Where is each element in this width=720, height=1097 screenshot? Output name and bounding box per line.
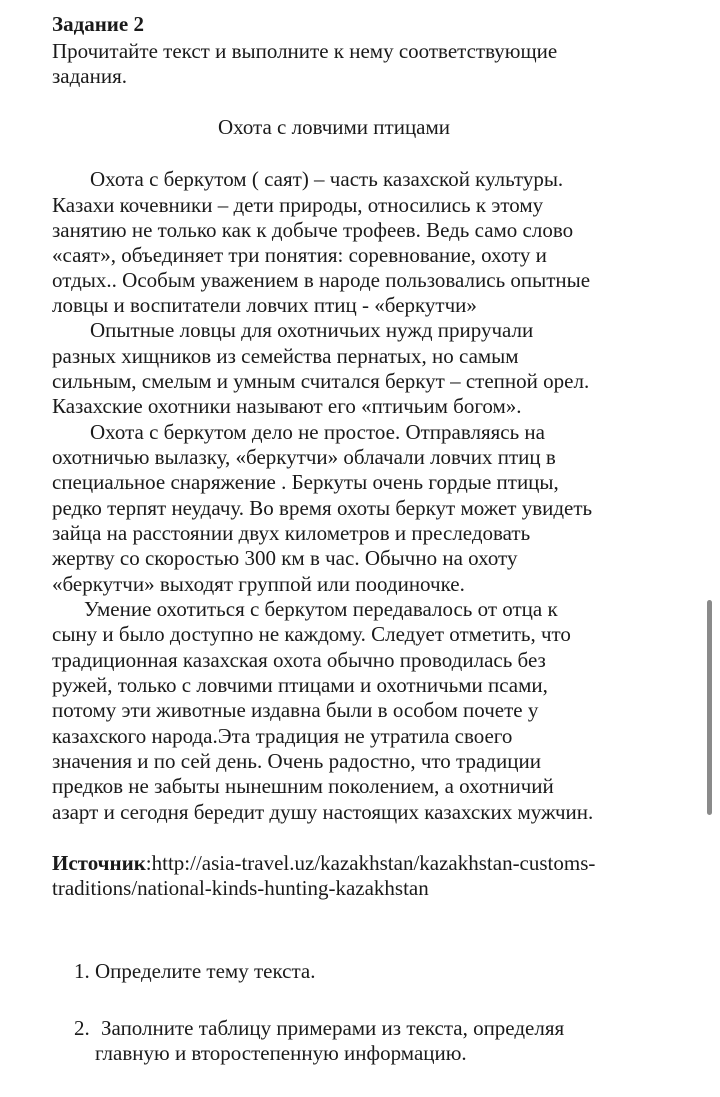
body-line: «беркутчи» выходят группой или поодиночке. <box>52 572 465 596</box>
body-line: Охота с беркутом ( саят) – часть казахской культуры. <box>90 167 564 191</box>
body-line: ловцы и воспитатели ловчих птиц - «беркутчи» <box>52 293 477 317</box>
body-line: значения и по сей день. Очень радостно, что традиции <box>52 749 541 773</box>
body-line: Охота с беркутом дело не простое. Отправляясь на <box>90 420 545 444</box>
question-text: Заполните таблицу примерами из текста, определяя <box>101 1016 565 1040</box>
body-line: сыну и было доступно не каждому. Следует отметить, что <box>52 622 571 646</box>
question-text: главную и второстепенную информацию. <box>95 1041 467 1065</box>
question-text: Определите тему текста. <box>95 959 316 983</box>
body-line: «саят», объединяет три понятия: соревнование, охоту и <box>52 243 547 267</box>
body-line: охотничью вылазку, «беркутчи» облачали ловчих птиц в <box>52 445 556 469</box>
body-line: потому эти животные издавна были в особом почете у <box>52 698 539 722</box>
task-heading: Задание 2 <box>52 12 144 36</box>
text-title: Охота с ловчими птицами <box>217 115 451 139</box>
body-line: редко терпят неудачу. Во время охоты беркут может увидеть <box>52 496 593 520</box>
body-line: традиционная казахская охота обычно проводилась без <box>52 648 546 672</box>
body-line: зайца на расстоянии двух километров и преследовать <box>52 521 531 545</box>
task-instruction-line-2: задания. <box>52 64 128 88</box>
body-line: жертву со скоростью 300 км в час. Обычно на охоту <box>52 546 518 570</box>
scrollbar[interactable] <box>707 600 712 815</box>
body-line: казахского народа.Эта традиция не утратила своего <box>52 724 513 748</box>
body-line: предков не забыты нынешним поколением, а охотничий <box>52 774 554 798</box>
body-line: азарт и сегодня бередит душу настоящих казахских мужчин. <box>52 800 594 824</box>
body-line: ружей, только с ловчими птицами и охотничьми псами, <box>52 673 548 697</box>
source-url-part-1: :http://asia-travel.uz/kazakhstan/kazakhstan-customs- <box>145 851 596 875</box>
body-line: Казахские охотники называют его «птичьим богом». <box>52 394 522 418</box>
body-line: занятию не только как к добыче трофеев. Ведь само слово <box>52 218 574 242</box>
source-line-1 <box>52 851 595 876</box>
body-line: разных хищников из семейства пернатых, но самым <box>52 344 519 368</box>
task-instruction-line-1: Прочитайте текст и выполните к нему соответствующие <box>52 39 558 63</box>
body-line: отдых.. Особым уважением в народе пользовались опытные <box>52 268 591 292</box>
body-line: Опытные ловцы для охотничьих нужд приручали <box>90 318 534 342</box>
source-label: Источник <box>52 851 146 875</box>
body-line: специальное снаряжение . Беркуты очень гордые птицы, <box>52 470 559 494</box>
body-line: Казахи кочевники – дети природы, относились к этому <box>52 193 544 217</box>
body-line: сильным, смелым и умным считался беркут – степной орел. <box>52 369 590 393</box>
source-url-part-2: traditions/national-kinds-hunting-kazakhstan <box>52 876 429 900</box>
body-line: Умение охотиться с беркутом передавалось от отца к <box>84 597 558 621</box>
question-number: 1. <box>74 959 90 983</box>
question-number: 2. <box>74 1016 90 1040</box>
